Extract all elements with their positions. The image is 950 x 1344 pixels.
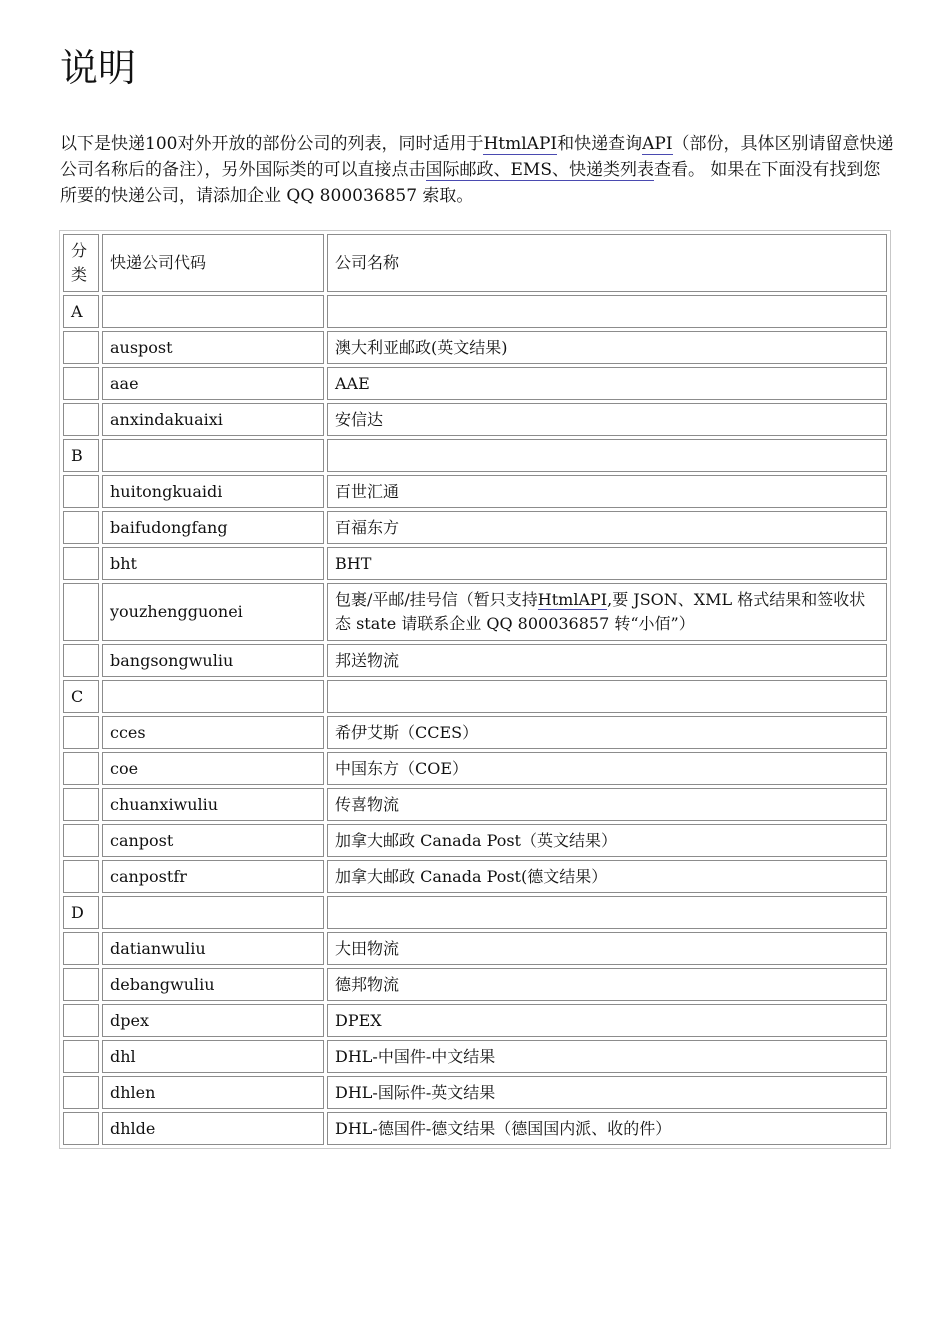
- category-cell: A: [63, 295, 99, 328]
- code-cell: baifudongfang: [102, 511, 324, 544]
- api-link[interactable]: API: [642, 134, 673, 154]
- table-row: [63, 1076, 887, 1109]
- header-category: 分类: [63, 234, 99, 292]
- code-cell: chuanxiwuliu: [102, 788, 324, 821]
- header-code: 快递公司代码: [102, 234, 324, 292]
- company-name-cell: DPEX: [327, 1004, 887, 1037]
- intro-text-2: 和快递查询: [557, 134, 643, 154]
- table-row: [63, 331, 887, 364]
- category-cell: [63, 932, 99, 965]
- category-cell: [63, 824, 99, 857]
- code-cell: [102, 439, 324, 472]
- company-name-cell: 百世汇通: [327, 475, 887, 508]
- category-cell: [63, 1112, 99, 1145]
- table-row: [63, 547, 887, 580]
- category-cell: [63, 968, 99, 1001]
- category-cell: [63, 752, 99, 785]
- category-cell: [63, 1076, 99, 1109]
- company-name-cell: AAE: [327, 367, 887, 400]
- company-name-text: 包裹/平邮/挂号信（暂只支持: [335, 590, 538, 609]
- company-name-cell: [327, 439, 887, 472]
- category-cell: [63, 367, 99, 400]
- company-name-cell: 加拿大邮政 Canada Post(德文结果）: [327, 860, 887, 893]
- code-cell: cces: [102, 716, 324, 749]
- company-name-cell: DHL-国际件-英文结果: [327, 1076, 887, 1109]
- category-cell: [63, 583, 99, 641]
- category-cell: [63, 644, 99, 677]
- code-cell: canpost: [102, 824, 324, 857]
- code-cell: coe: [102, 752, 324, 785]
- category-cell: [63, 475, 99, 508]
- intro-text-4: 查看。 如果在下面没有找到您所要的快递公司，请添加企业 QQ 800036857 索取。: [60, 160, 881, 206]
- table-row: [63, 788, 887, 821]
- code-cell: dhlen: [102, 1076, 324, 1109]
- company-name-cell: DHL-德国件-德文结果（德国国内派、收的件）: [327, 1112, 887, 1145]
- table-row: [63, 475, 887, 508]
- code-cell: debangwuliu: [102, 968, 324, 1001]
- category-cell: C: [63, 680, 99, 713]
- category-cell: [63, 860, 99, 893]
- table-row: [63, 1004, 887, 1037]
- code-cell: [102, 680, 324, 713]
- code-cell: aae: [102, 367, 324, 400]
- code-cell: bangsongwuliu: [102, 644, 324, 677]
- table-row: [63, 1040, 887, 1073]
- htmlapi-link[interactable]: HtmlAPI: [483, 134, 558, 154]
- code-cell: dpex: [102, 1004, 324, 1037]
- company-name-cell: 希伊艾斯（CCES）: [327, 716, 887, 749]
- company-name-cell: 德邦物流: [327, 968, 887, 1001]
- table-row: [63, 367, 887, 400]
- company-name-cell: 澳大利亚邮政(英文结果): [327, 331, 887, 364]
- international-list-link[interactable]: 国际邮政、EMS、快递类列表: [425, 160, 654, 180]
- table-row: [63, 968, 887, 1001]
- table-row: [63, 1112, 887, 1145]
- table-row: [63, 295, 887, 328]
- htmlapi-link[interactable]: HtmlAPI: [537, 590, 608, 609]
- category-cell: [63, 716, 99, 749]
- code-cell: auspost: [102, 331, 324, 364]
- table-row: [63, 752, 887, 785]
- category-cell: [63, 1004, 99, 1037]
- table-row: [63, 932, 887, 965]
- company-name-cell: 中国东方（COE）: [327, 752, 887, 785]
- category-cell: D: [63, 896, 99, 929]
- intro-text-1: 以下是快递100对外开放的部份公司的列表，同时适用于: [60, 134, 484, 154]
- category-cell: B: [63, 439, 99, 472]
- table-row: [63, 583, 887, 641]
- company-name-cell: [327, 680, 887, 713]
- company-name-cell: 大田物流: [327, 932, 887, 965]
- intro-text-3: （部份，具体区别请留意快递公司名称后的备注），另外国际类的可以直接点击: [60, 134, 894, 180]
- code-cell: bht: [102, 547, 324, 580]
- table-row: [63, 511, 887, 544]
- header-name: 公司名称: [327, 234, 887, 292]
- company-name-cell: 传喜物流: [327, 788, 887, 821]
- category-cell: [63, 403, 99, 436]
- company-name-cell: 加拿大邮政 Canada Post（英文结果）: [327, 824, 887, 857]
- company-name-text: ,要 JSON、XML 格式结果和签收状态 state 请联系企业 QQ 800036857 转“小佰”）: [335, 590, 866, 633]
- table-row: [63, 439, 887, 472]
- code-cell: dhl: [102, 1040, 324, 1073]
- company-name-cell: [327, 583, 887, 641]
- company-name-cell: DHL-中国件-中文结果: [327, 1040, 887, 1073]
- table-row: [63, 824, 887, 857]
- company-name-cell: [327, 896, 887, 929]
- code-cell: huitongkuaidi: [102, 475, 324, 508]
- code-cell: canpostfr: [102, 860, 324, 893]
- table-row: [63, 896, 887, 929]
- category-cell: [63, 788, 99, 821]
- code-cell: dhlde: [102, 1112, 324, 1145]
- code-cell: datianwuliu: [102, 932, 324, 965]
- table-row: [63, 403, 887, 436]
- company-name-cell: BHT: [327, 547, 887, 580]
- code-cell: youzhengguonei: [102, 583, 324, 641]
- table-row: [63, 716, 887, 749]
- category-cell: [63, 331, 99, 364]
- company-name-cell: [327, 295, 887, 328]
- intro-paragraph: [60, 131, 894, 209]
- company-name-cell: 百福东方: [327, 511, 887, 544]
- company-name-cell: 安信达: [327, 403, 887, 436]
- code-cell: [102, 295, 324, 328]
- table-header-row: [63, 234, 887, 292]
- code-cell: anxindakuaixi: [102, 403, 324, 436]
- company-name-cell: 邦送物流: [327, 644, 887, 677]
- category-cell: [63, 1040, 99, 1073]
- code-cell: [102, 896, 324, 929]
- page-title: 说明: [60, 46, 137, 90]
- table-row: [63, 680, 887, 713]
- category-cell: [63, 511, 99, 544]
- table-row: [63, 644, 887, 677]
- courier-table: [59, 230, 891, 1149]
- table-row: [63, 860, 887, 893]
- category-cell: [63, 547, 99, 580]
